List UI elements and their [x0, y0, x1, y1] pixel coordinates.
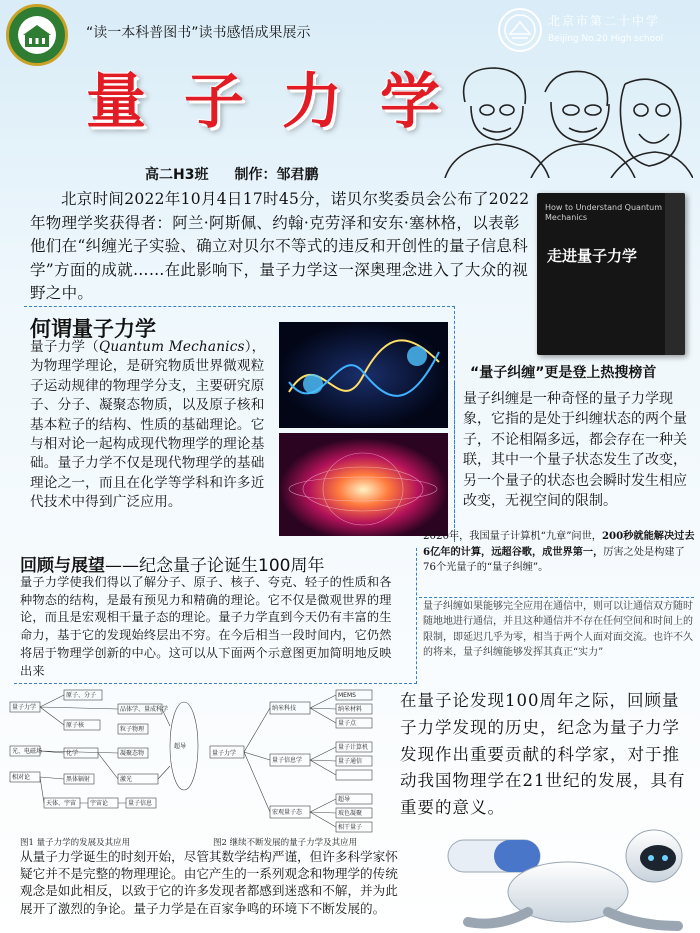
svg-text:宏观量子态: 宏观量子态 — [272, 809, 303, 816]
book-title: 走进量子力学 — [547, 247, 638, 265]
entanglement-paragraph: 量子纠缠是一种奇怪的量子力学现象，它指的是处于纠缠状态的两个量子，不论相隔多远，都会存在一种关联，其中一个量子状态发生了改变，另一个量子的状态也会瞬时发生相应改变，无视空间的限制。 — [463, 391, 687, 510]
svg-text:光、电磁场: 光、电磁场 — [12, 748, 43, 755]
entanglement-heading: “量子纠缠”更是登上热搜榜首 — [470, 365, 657, 381]
header-subtitle: “读一本科普图书”读书感悟成果展示 — [86, 25, 311, 41]
school-emblem-icon — [498, 8, 542, 52]
svg-text:凝聚态物: 凝聚态物 — [120, 750, 145, 757]
svg-text:宇宙论: 宇宙论 — [90, 800, 109, 807]
book-title-english: How to Understand Quantum Mechanics — [545, 203, 663, 222]
section-title-what: 何谓量子力学 — [30, 317, 156, 341]
svg-text:玻色凝聚: 玻色凝聚 — [338, 810, 363, 817]
book-cover — [537, 193, 685, 355]
school-name: 北京市第二十中学 — [548, 14, 661, 28]
news-communication: 量子纠缠如果能够完全应用在通信中，则可以让通信双方随时随地地进行通信，并且这种通信并不存在任何空间和时间上的限制，即延迟几乎为零，相当于两个人面对面交流。也许不久的将来，量子纠缠能够发挥其真正“实力” — [423, 601, 693, 658]
news-jiuzhang: 2020年，我国量子计算机“九章”问世，200秒就能解决过去6亿年的计算，远超谷歌，成世界第一，厉害之处是构建了76个光量子的“量子纠缠”。 — [423, 530, 695, 574]
figure-1-caption: 图1 量子力学的发展及其应用 — [20, 838, 131, 848]
svg-text:相对论: 相对论 — [12, 774, 31, 781]
school-name-english: Beijing No.20 High school — [548, 34, 664, 44]
figure-2-diagram — [208, 688, 398, 834]
section-title-review: 回顾与展望——纪念量子论诞生100周年 — [20, 556, 325, 576]
svg-text:纳米科技: 纳米科技 — [272, 705, 297, 712]
conclusion-paragraph: 从量子力学诞生的时刻开始，尽管其数学结构严谨，但许多科学家怀疑它并不是完整的物理理论。由它产生的一系列观念和物理学的传统观念是如此相反，以致于它的许多发现者都感到迷惑和不解，并为此展开了激烈的争论。量子力学是在百家争鸣的环境下不断发展的。 — [20, 849, 398, 916]
book-spine — [665, 193, 685, 355]
svg-text:超导: 超导 — [174, 743, 187, 750]
svg-text:品体学、量成科学: 品体学、量成科学 — [120, 706, 169, 713]
author-label: 制作：邹君鹏 — [234, 167, 319, 183]
class-label: 高二H3班 — [145, 167, 209, 183]
entangled-waves-image — [279, 322, 448, 428]
quantum-burst-image — [279, 433, 448, 536]
page-title: 量子力学 — [86, 67, 478, 137]
svg-text:量子计算机: 量子计算机 — [338, 744, 369, 751]
svg-text:天体、宇宙: 天体、宇宙 — [46, 800, 77, 807]
svg-text:原子、分子: 原子、分子 — [66, 692, 97, 699]
svg-text:MEMS: MEMS — [338, 692, 356, 699]
svg-text:纳米材料: 纳米材料 — [338, 706, 363, 713]
svg-text:量子信息学: 量子信息学 — [272, 757, 303, 764]
robot-illustration-icon — [418, 812, 698, 933]
svg-text:量子力学: 量子力学 — [12, 704, 37, 711]
svg-text:量子通信: 量子通信 — [338, 758, 363, 765]
svg-text:相干量子: 相干量子 — [338, 824, 363, 831]
review-paragraph: 量子力学使我们得以了解分子、原子、核子、夸克、轻子的性质和各种物态的结构，是最有预见力和精确的理论。它不仅是微观世界的理论，而且是宏观相干量子态的理论。量子力学直到今天仍有丰富的生命力，基于它的发现始终层出不穷。在今后相当一段时间内，它仍然将居于物理学创新的中心。这可以从下面两个示意图更加简明地反映出来 — [20, 575, 392, 678]
figure-2-caption: 图2 继续不断发展的量子力学及其应用 — [213, 838, 358, 848]
svg-text:原子核: 原子核 — [66, 722, 85, 729]
svg-text:量子力学: 量子力学 — [212, 750, 237, 757]
figure-1-diagram — [8, 686, 200, 836]
svg-text:量子信息: 量子信息 — [128, 800, 153, 807]
intro-paragraph: 北京时间2022年10月4日17时45分，诺贝尔奖委员会公布了2022年物理学奖获得者：阿兰·阿斯佩、约翰·克劳泽和安东·塞林格，以表彰他们在“纠缠光子实验、确立对贝尔不等式的违反和开创性的量子信息科学”方面的成就……在此影响下，量子力学这一深奥理念进入了大众的视野之中。 — [30, 190, 530, 302]
school-logo — [6, 4, 68, 66]
term-english: Quantum Mechanics — [98, 339, 245, 355]
what-paragraph: 量子力学（Quantum Mechanics），为物理学理论，是研究物质世界微观粒子运动规律的物理学分支，主要研究原子、分子、凝聚态物质，以及原子核和基本粒子的结构、性质的基础理论。它与相对论一起构成现代物理学的理论基础。量子力学不仅是现代物理学的基础理论之一，而且在化学等学科和许多近代技术中得到广泛应用。 — [30, 339, 266, 511]
byline — [145, 164, 344, 184]
svg-text:黑体辐射: 黑体辐射 — [66, 776, 91, 783]
svg-text:量子点: 量子点 — [338, 720, 357, 727]
svg-text:化学: 化学 — [66, 750, 79, 757]
laureates-illustration-icon — [435, 62, 693, 178]
school-building-icon — [23, 23, 51, 49]
centenary-paragraph: 在量子论发现100周年之际，回顾量子力学发现的历史，纪念为量子力学发现作出重要贡献的科学家，对于推动我国物理学在21世纪的发展，具有重要的意义。 — [400, 691, 686, 818]
svg-text:粒子物理: 粒子物理 — [120, 726, 145, 733]
svg-text:激光: 激光 — [120, 776, 133, 783]
svg-text:超导: 超导 — [338, 796, 351, 803]
